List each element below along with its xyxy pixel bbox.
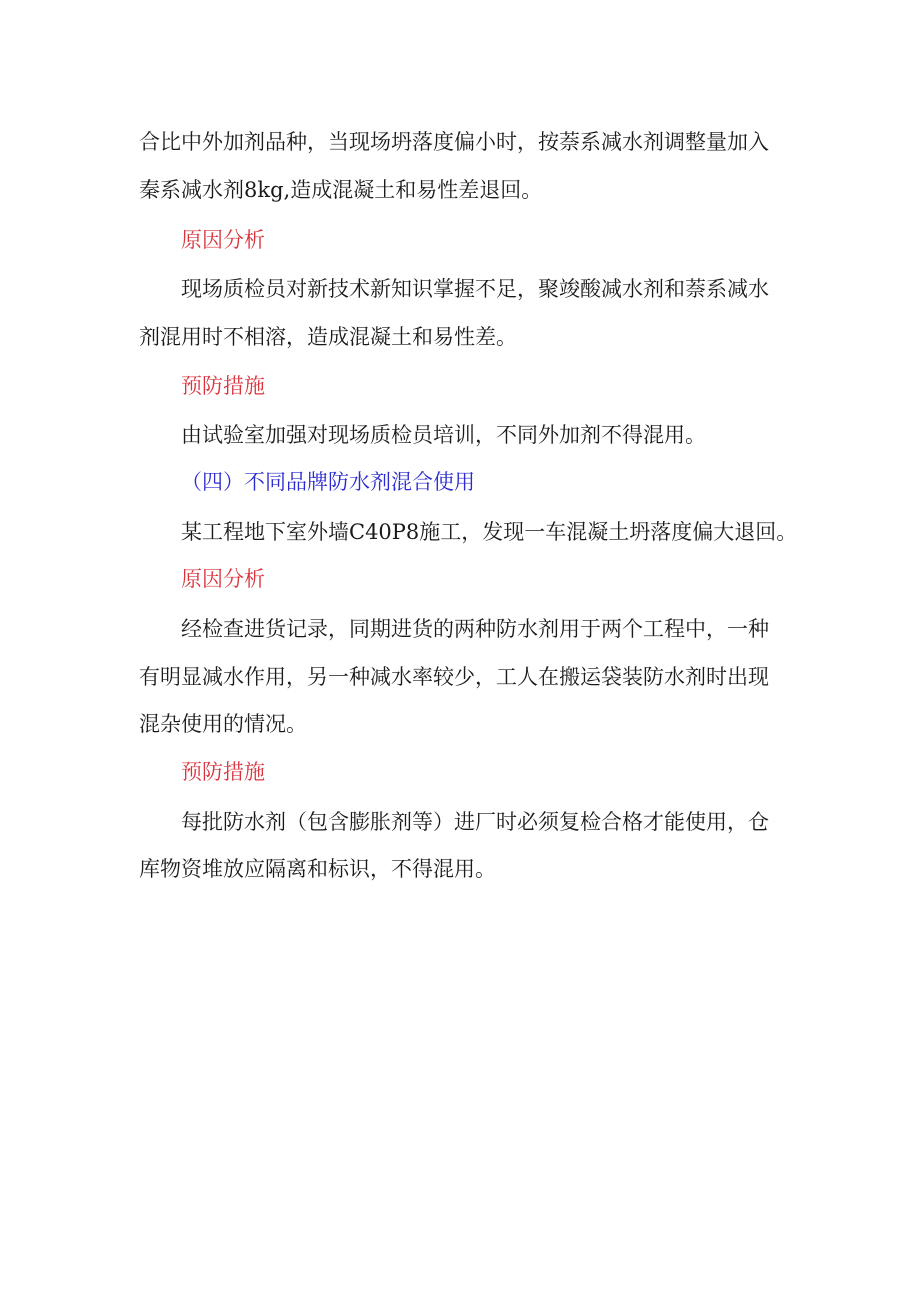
paragraph-2-line-1: 现场质检员对新技术新知识掌握不足，聚竣酸减水剂和萘系减水 bbox=[181, 277, 769, 301]
paragraph-1-line-2: 秦系减水剂8kg,造成混凝土和易性差退回。 bbox=[139, 178, 543, 202]
paragraph-1-line-1: 合比中外加剂品种，当现场坍落度偏小时，按萘系减水剂调整量加入 bbox=[139, 130, 769, 154]
paragraph-5-line-3: 混杂使用的情况。 bbox=[139, 712, 307, 736]
prevention-heading-1: 预防措施 bbox=[181, 374, 265, 398]
cause-analysis-heading-2: 原因分析 bbox=[181, 567, 265, 591]
paragraph-3-line-1: 由试验室加强对现场质检员培训，不同外加剂不得混用。 bbox=[181, 423, 706, 447]
paragraph-4-line-1: 某工程地下室外墙C40P8施工，发现一车混凝土坍落度偏大退回。 bbox=[181, 520, 798, 544]
prevention-heading-2: 预防措施 bbox=[181, 760, 265, 784]
paragraph-6-line-2: 库物资堆放应隔离和标识，不得混用。 bbox=[139, 857, 496, 881]
cause-analysis-heading-1: 原因分析 bbox=[181, 228, 265, 252]
paragraph-2-line-2: 剂混用时不相溶，造成混凝土和易性差。 bbox=[139, 325, 517, 349]
paragraph-5-line-2: 有明显减水作用，另一种减水率较少，工人在搬运袋装防水剂时出现 bbox=[139, 665, 769, 689]
paragraph-5-line-1: 经检查进货记录，同期进货的两种防水剂用于两个工程中，一种 bbox=[181, 617, 769, 641]
paragraph-6-line-1: 每批防水剂（包含膨胀剂等）进厂时必须复检合格才能使用，仓 bbox=[181, 810, 769, 834]
section-4-title: （四）不同品牌防水剂混合使用 bbox=[181, 470, 475, 494]
